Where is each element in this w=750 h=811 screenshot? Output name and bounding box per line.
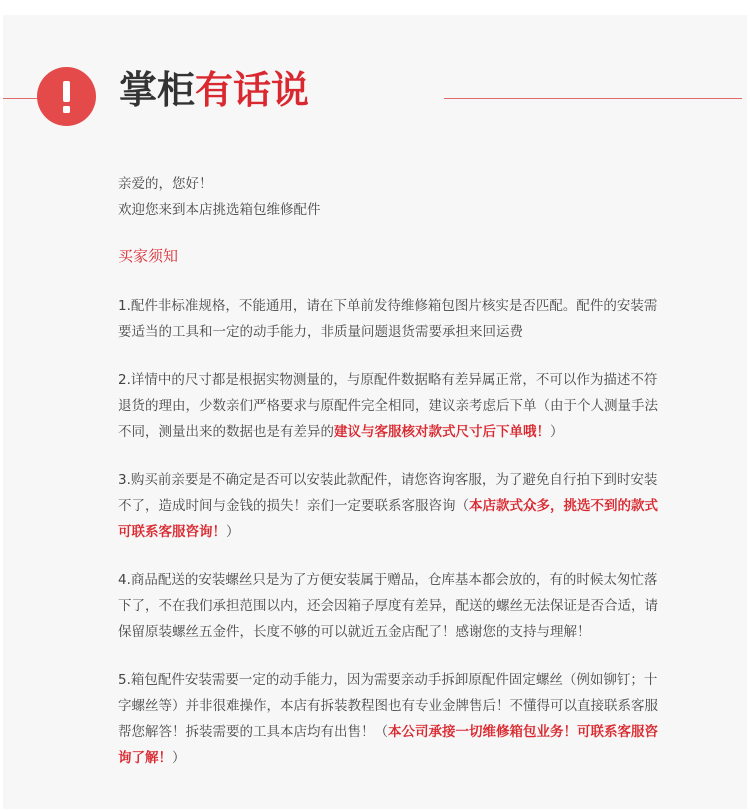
notice-item-highlight: 本公司承接一切维修箱包业务！可联系客服咨询了解！ [118, 724, 658, 766]
page-title [119, 64, 309, 116]
notice-item-highlight: 本店款式众多，挑选不到的款式可联系客服咨询！ [118, 498, 658, 540]
exclamation-icon [37, 67, 96, 126]
greeting-line: 亲爱的，您好！ [118, 176, 213, 192]
divider-right [444, 98, 742, 99]
notice-title: 买家须知 [118, 247, 179, 265]
notice-item-text: 5.箱包配件安装需要一定的动手能力，因为需要亲动手拆卸原配件固定螺丝（例如铆钉；十字螺丝等）并非很难操作，本店有拆装教程图也有专业金牌售后！不懂得可以直接联系客服帮您解答！拆装需要的工具本店均有出售！（ [118, 672, 658, 740]
notice-body [118, 171, 658, 793]
notice-item-1 [118, 293, 658, 345]
notice-item-3 [118, 467, 658, 545]
exclamation-glyph [37, 67, 96, 126]
notice-item-suffix: ） [226, 524, 240, 540]
divider-left [3, 98, 39, 99]
notice-item-text: 4.商品配送的安装螺丝只是为了方便安装属于赠品，仓库基本都会放的，有的时候太匆忙落下了，不在我们承担范围以内，还会因箱子厚度有差异，配送的螺丝无法保证是否合适，请保留原装螺丝五金件，长度不够的可以就近五金店配了！感谢您的支持与理解！ [118, 572, 658, 640]
notice-item-suffix: ） [172, 750, 186, 766]
notice-item-suffix: ） [550, 424, 564, 440]
title-accent: 有话说 [195, 68, 310, 112]
title-prefix: 掌柜 [119, 68, 196, 112]
notice-item-text: 2.详情中的尺寸都是根据实物测量的，与原配件数据略有差异属正常，不可以作为描述不符退货的理由，少数亲们严格要求与原配件完全相同，建议亲考虑后下单（由于个人测量手法不同，测量出来的数据也是有差异的 [118, 372, 658, 440]
notice-item-text: 1.配件非标准规格，不能通用，请在下单前发待维修箱包图片核实是否匹配。配件的安装需要适当的工具和一定的动手能力，非质量问题退货需要承担来回运费 [118, 298, 658, 340]
notice-item-4 [118, 567, 658, 645]
welcome-line: 欢迎您来到本店挑选箱包维修配件 [118, 202, 321, 218]
notice-item-2 [118, 367, 658, 445]
notice-item-highlight: 建议与客服核对款式尺寸后下单哦！ [334, 424, 550, 440]
notice-item-5 [118, 667, 658, 771]
notice-item-text: 3.购买前亲要是不确定是否可以安装此款配件，请您咨询客服，为了避免自行拍下到时安装不了，造成时间与金钱的损失！亲们一定要联系客服咨询（ [118, 472, 658, 514]
